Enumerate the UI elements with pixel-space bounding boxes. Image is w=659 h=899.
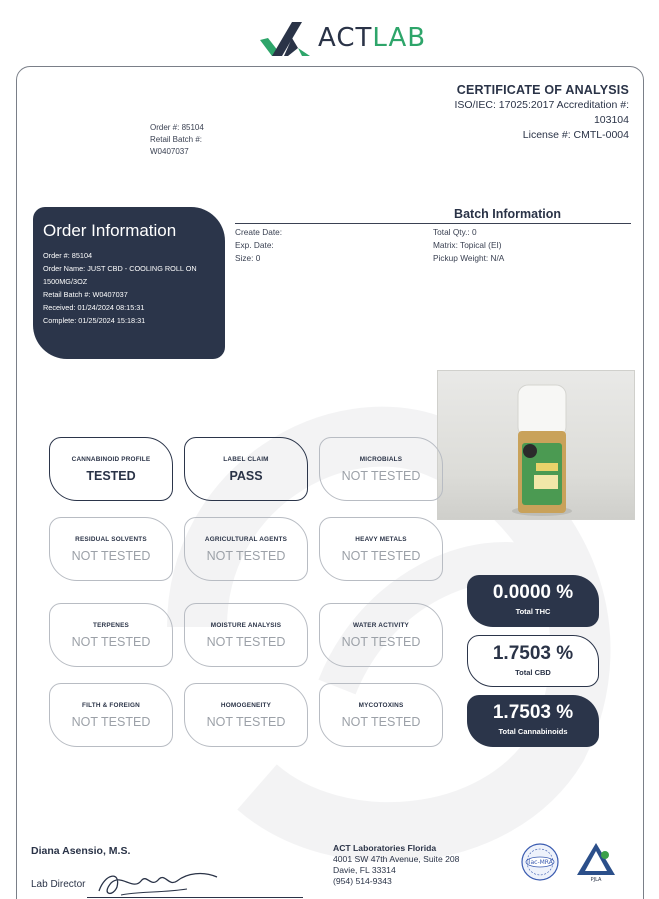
test-name: TERPENES <box>92 622 130 629</box>
test-card-terpenes <box>49 603 173 667</box>
order-information-title: Order Information <box>43 221 177 240</box>
retail-batch-label: Retail Batch #: <box>150 135 203 144</box>
total-label: Total Cannabinoids <box>498 727 568 736</box>
test-card-water-activity <box>319 603 443 667</box>
test-card-label-claim <box>184 437 308 501</box>
pjla-accreditation-badge-icon <box>575 841 617 883</box>
order-info-line: Complete: 01/25/2024 15:18:31 <box>43 316 146 325</box>
test-card-heavy-metals <box>319 517 443 581</box>
product-photo <box>437 370 635 520</box>
test-status: NOT TESTED <box>206 549 286 563</box>
logo-lab-text: LAB <box>372 23 427 53</box>
batch-info-field: Total Qty.: 0 <box>433 227 477 237</box>
test-status: NOT TESTED <box>71 549 151 563</box>
test-card-filth-foreign <box>49 683 173 747</box>
order-info-line: Retail Batch #: W0407037 <box>43 290 128 299</box>
test-status: NOT TESTED <box>341 549 421 563</box>
ilac-mra-badge-icon <box>521 843 559 881</box>
batch-info-left-column <box>235 226 433 265</box>
roll-on-bottle-image <box>438 371 636 521</box>
lab-address-line: 4001 SW 47th Avenue, Suite 208 <box>333 854 460 864</box>
test-name: FILTH & FOREIGN <box>82 702 140 709</box>
retail-batch-value: W0407037 <box>150 147 189 156</box>
test-status: TESTED <box>86 469 136 483</box>
test-name: MOISTURE ANALYSIS <box>210 622 282 629</box>
lab-address-block <box>333 843 459 887</box>
svg-text:ilac-MRA: ilac-MRA <box>527 859 553 866</box>
test-status: NOT TESTED <box>71 715 151 729</box>
order-number: Order #: 85104 <box>150 123 204 132</box>
handwritten-signature <box>91 861 221 899</box>
test-status: NOT TESTED <box>206 715 286 729</box>
certificate-title: CERTIFICATE OF ANALYSIS <box>456 83 629 97</box>
lab-director-signature-block <box>31 845 301 890</box>
test-name: LABEL CLAIM <box>223 456 269 463</box>
order-information-panel <box>33 207 225 359</box>
order-summary-top <box>150 122 204 158</box>
test-status: PASS <box>229 469 263 483</box>
test-card-microbials <box>319 437 443 501</box>
actlab-logo <box>258 16 428 60</box>
test-name: AGRICULTURAL AGENTS <box>204 536 288 543</box>
certificate-frame <box>16 66 644 899</box>
logo-wordmark <box>318 23 426 53</box>
test-status: NOT TESTED <box>71 635 151 649</box>
total-cbd-card <box>467 635 599 687</box>
test-name: MICROBIALS <box>359 456 403 463</box>
batch-info-field: Exp. Date: <box>235 240 274 250</box>
batch-information-section <box>235 207 631 265</box>
test-name: HEAVY METALS <box>355 536 407 543</box>
license-number: License #: CMTL-0004 <box>522 129 629 141</box>
batch-info-field: Pickup Weight: N/A <box>433 253 505 263</box>
accreditation-number: ISO/IEC: 17025:2017 Accreditation #: 103104 <box>454 99 629 126</box>
lab-address-line: Davie, FL 33314 <box>333 865 396 875</box>
svg-text:PJLA: PJLA <box>590 877 602 883</box>
order-info-line: Order Name: JUST CBD - COOLING ROLL ON <box>43 264 197 273</box>
total-thc-card <box>467 575 599 627</box>
lab-name: ACT Laboratories Florida <box>333 843 437 853</box>
lab-phone: (954) 514-9343 <box>333 876 392 886</box>
actlab-logo-mark-icon <box>258 18 318 58</box>
test-name: RESIDUAL SOLVENTS <box>75 536 147 543</box>
test-name: MYCOTOXINS <box>358 702 404 709</box>
order-info-line: Order #: 85104 <box>43 251 93 260</box>
order-info-line: 1500MG/3OZ <box>43 277 88 286</box>
test-card-moisture-analysis <box>184 603 308 667</box>
test-status: NOT TESTED <box>341 635 421 649</box>
test-card-mycotoxins <box>319 683 443 747</box>
test-card-cannabinoid-profile <box>49 437 173 501</box>
total-value: 1.7503 % <box>492 643 574 664</box>
test-card-residual-solvents <box>49 517 173 581</box>
test-name: WATER ACTIVITY <box>352 622 410 629</box>
certificate-header <box>429 83 629 143</box>
total-label: Total THC <box>515 607 551 616</box>
test-card-agricultural-agents <box>184 517 308 581</box>
test-status: NOT TESTED <box>341 715 421 729</box>
test-status: NOT TESTED <box>341 469 421 483</box>
signature-line <box>87 897 303 898</box>
batch-info-field: Create Date: <box>235 227 283 237</box>
total-value: 1.7503 % <box>492 702 574 723</box>
test-status: NOT TESTED <box>206 635 286 649</box>
batch-info-field: Matrix: Topical (EI) <box>433 240 502 250</box>
total-label: Total CBD <box>515 668 551 677</box>
test-name: HOMOGENEITY <box>220 702 272 709</box>
director-title: Lab Director <box>31 879 86 890</box>
batch-information-title: Batch Information <box>235 207 631 224</box>
logo-act-text: ACT <box>318 23 373 53</box>
order-info-line: Received: 01/24/2024 08:15:31 <box>43 303 145 312</box>
test-card-homogeneity <box>184 683 308 747</box>
total-cannabinoids-card <box>467 695 599 747</box>
director-name: Diana Asensio, M.S. <box>31 845 131 857</box>
batch-info-right-column <box>433 226 631 265</box>
total-value: 0.0000 % <box>492 582 574 603</box>
batch-info-field: Size: 0 <box>235 253 261 263</box>
test-name: CANNABINOID PROFILE <box>71 456 151 463</box>
